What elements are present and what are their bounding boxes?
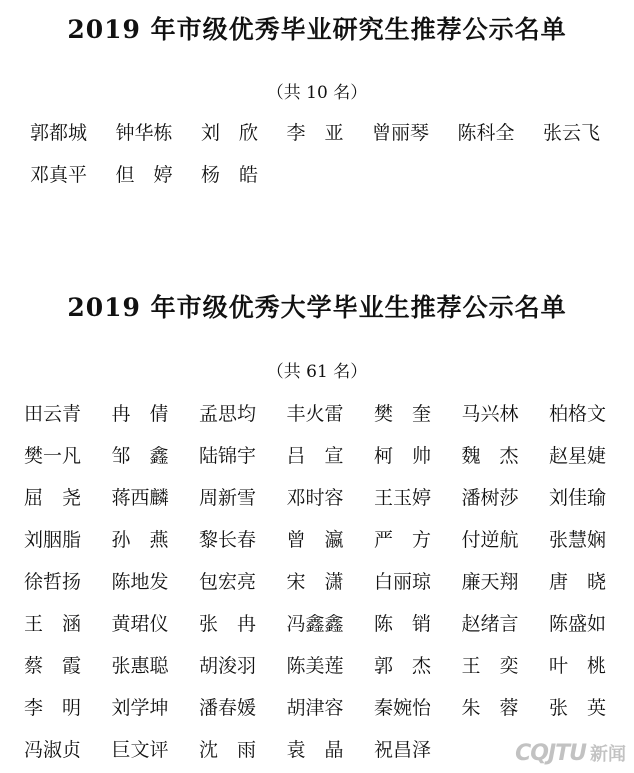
name-entry: 胡浚羽 bbox=[199, 655, 257, 677]
name-entry: 郭 杰 bbox=[374, 655, 432, 677]
name-entry: 但 婷 bbox=[115, 164, 173, 186]
name-entry: 李 亚 bbox=[286, 122, 344, 144]
name-entry: 张惠聪 bbox=[111, 655, 169, 677]
name-entry: 丰火雷 bbox=[286, 403, 344, 425]
name-entry: 黄珺仪 bbox=[111, 613, 169, 635]
name-entry: 陆锦宇 bbox=[199, 445, 257, 467]
name-entry: 杨 皓 bbox=[201, 164, 259, 186]
name-entry: 邹 鑫 bbox=[111, 445, 169, 467]
name-entry: 祝昌泽 bbox=[374, 739, 432, 761]
undergraduate-list-count: （共 61 名） bbox=[266, 362, 368, 382]
name-entry: 潘春媛 bbox=[199, 697, 257, 719]
name-entry: 胡津容 bbox=[286, 697, 344, 719]
name-entry: 赵星婕 bbox=[549, 445, 607, 467]
name-entry: 陈 销 bbox=[374, 613, 432, 635]
name-entry: 陈盛如 bbox=[549, 613, 607, 635]
name-entry: 邓时容 bbox=[286, 487, 344, 509]
graduate-list-title: 2019 年市级优秀毕业研究生推荐公示名单 bbox=[67, 15, 567, 44]
name-entry: 王 奕 bbox=[461, 655, 519, 677]
name-entry: 李 明 bbox=[24, 697, 82, 719]
name-entry: 钟华栋 bbox=[115, 122, 173, 144]
name-entry: 曾丽琴 bbox=[372, 122, 430, 144]
name-entry: 魏 杰 bbox=[461, 445, 519, 467]
name-entry: 郭都城 bbox=[30, 122, 88, 144]
name-entry: 周新雪 bbox=[199, 487, 257, 509]
name-entry: 包宏亮 bbox=[199, 571, 257, 593]
watermark-news-label: 新闻 bbox=[590, 744, 626, 765]
name-entry: 冯鑫鑫 bbox=[286, 613, 344, 635]
name-entry: 廉天翔 bbox=[461, 571, 519, 593]
name-entry: 沈 雨 bbox=[199, 739, 257, 761]
name-entry: 樊 奎 bbox=[374, 403, 432, 425]
undergraduate-list-title: 2019 年市级优秀大学毕业生推荐公示名单 bbox=[67, 293, 567, 322]
name-entry: 刘佳瑜 bbox=[549, 487, 607, 509]
name-entry: 张云飞 bbox=[543, 122, 601, 144]
name-entry: 刘学坤 bbox=[111, 697, 169, 719]
name-entry: 曾 瀛 bbox=[286, 529, 344, 551]
name-entry: 巨文评 bbox=[111, 739, 169, 761]
name-entry: 潘树莎 bbox=[461, 487, 519, 509]
name-entry: 刘胭脂 bbox=[24, 529, 82, 551]
name-entry: 吕 宣 bbox=[286, 445, 344, 467]
name-entry: 柯 帅 bbox=[374, 445, 432, 467]
name-entry: 王 涵 bbox=[24, 613, 82, 635]
name-entry: 唐 晓 bbox=[549, 571, 607, 593]
name-entry: 屈 尧 bbox=[24, 487, 82, 509]
graduate-list-count: （共 10 名） bbox=[266, 83, 368, 103]
name-entry: 陈科全 bbox=[457, 122, 515, 144]
name-entry: 孟思均 bbox=[199, 403, 257, 425]
name-entry: 黎长春 bbox=[199, 529, 257, 551]
name-entry: 陈美莲 bbox=[286, 655, 344, 677]
name-entry: 王玉婷 bbox=[374, 487, 432, 509]
name-entry: 孙 燕 bbox=[111, 529, 169, 551]
name-entry: 付逆航 bbox=[461, 529, 519, 551]
name-entry: 陈地发 bbox=[111, 571, 169, 593]
name-entry: 宋 潇 bbox=[286, 571, 344, 593]
name-entry: 樊一凡 bbox=[24, 445, 82, 467]
name-entry: 严 方 bbox=[374, 529, 432, 551]
name-entry: 张 英 bbox=[549, 697, 607, 719]
name-entry: 朱 蓉 bbox=[461, 697, 519, 719]
name-entry: 叶 桃 bbox=[549, 655, 607, 677]
name-entry: 蒋西麟 bbox=[111, 487, 169, 509]
name-entry: 冉 倩 bbox=[111, 403, 169, 425]
name-entry: 张慧娴 bbox=[549, 529, 607, 551]
name-entry: 柏格文 bbox=[549, 403, 607, 425]
name-entry: 田云青 bbox=[24, 403, 82, 425]
name-entry: 张 冉 bbox=[199, 613, 257, 635]
name-entry: 白丽琼 bbox=[374, 571, 432, 593]
name-entry: 邓真平 bbox=[30, 164, 88, 186]
name-entry: 赵绪言 bbox=[461, 613, 519, 635]
name-entry: 马兴林 bbox=[461, 403, 519, 425]
name-entry: 秦婉怡 bbox=[374, 697, 432, 719]
name-entry: 刘 欣 bbox=[201, 122, 259, 144]
cqjtu-news-watermark bbox=[515, 738, 626, 768]
cqjtu-logo-mark: CQJTU bbox=[515, 740, 586, 766]
name-entry: 徐哲扬 bbox=[24, 571, 82, 593]
name-entry: 蔡 霞 bbox=[24, 655, 82, 677]
name-entry: 冯淑贞 bbox=[24, 739, 82, 761]
name-entry: 袁 晶 bbox=[286, 739, 344, 761]
